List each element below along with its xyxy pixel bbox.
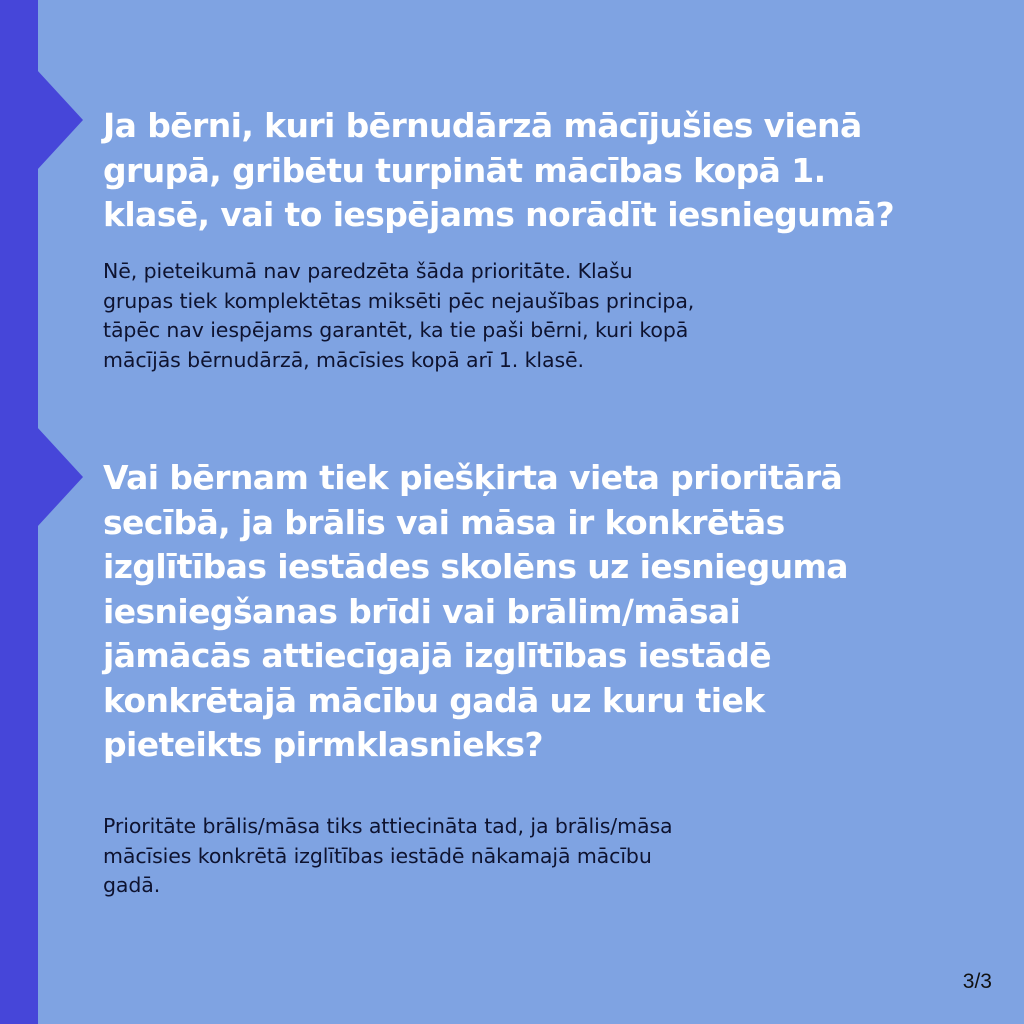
- question-line: klasē, vai to iespējams norādīt iesniegumā?: [103, 195, 895, 234]
- question-line: secībā, ja brālis vai māsa ir konkrētās: [103, 502, 785, 542]
- question-line: iesniegšanas brīdi vai brālim/māsai: [103, 591, 741, 631]
- answer-line: grupas tiek komplektētas miksēti pēc nejaušības principa,: [103, 288, 695, 313]
- page-indicator: 3/3: [962, 970, 992, 993]
- question-line: jāmācās attiecīgajā izglītības iestādē: [103, 636, 771, 675]
- accent-side-bar: [0, 0, 38, 1024]
- answer-line: gadā.: [103, 873, 161, 897]
- question-line: Ja bērni, kuri bērnudārzā mācījušies vienā: [103, 106, 862, 145]
- question-line: Vai bērnam tiek piešķirta vieta prioritārā: [103, 458, 843, 497]
- question-line: grupā, gribētu turpināt mācības kopā 1.: [103, 150, 826, 190]
- answer-line: Nē, pieteikumā nav paredzēta šāda prioritāte. Klašu: [103, 259, 633, 283]
- arrow-marker-icon: [37, 427, 83, 527]
- answer-line: tāpēc nav iespējams garantēt, ka tie paši bērni, kuri kopā: [103, 318, 689, 342]
- faq-question-1: [103, 104, 894, 238]
- question-line: izglītības iestādes skolēns uz iesnieguma: [103, 547, 848, 586]
- answer-line: mācīsies konkrētā izglītības iestādē nākamajā mācību: [103, 843, 652, 868]
- faq-answer-2: [103, 812, 673, 901]
- question-line: pieteikts pirmklasnieks?: [103, 725, 543, 764]
- arrow-marker-icon: [37, 70, 83, 170]
- question-line: konkrētajā mācību gadā uz kuru tiek: [103, 680, 765, 720]
- answer-line: Prioritāte brālis/māsa tiks attiecināta tad, ja brālis/māsa: [103, 814, 673, 838]
- faq-question-2: [103, 456, 848, 768]
- answer-line: mācījās bērnudārzā, mācīsies kopā arī 1. klasē.: [103, 347, 584, 372]
- faq-answer-1: [103, 257, 694, 375]
